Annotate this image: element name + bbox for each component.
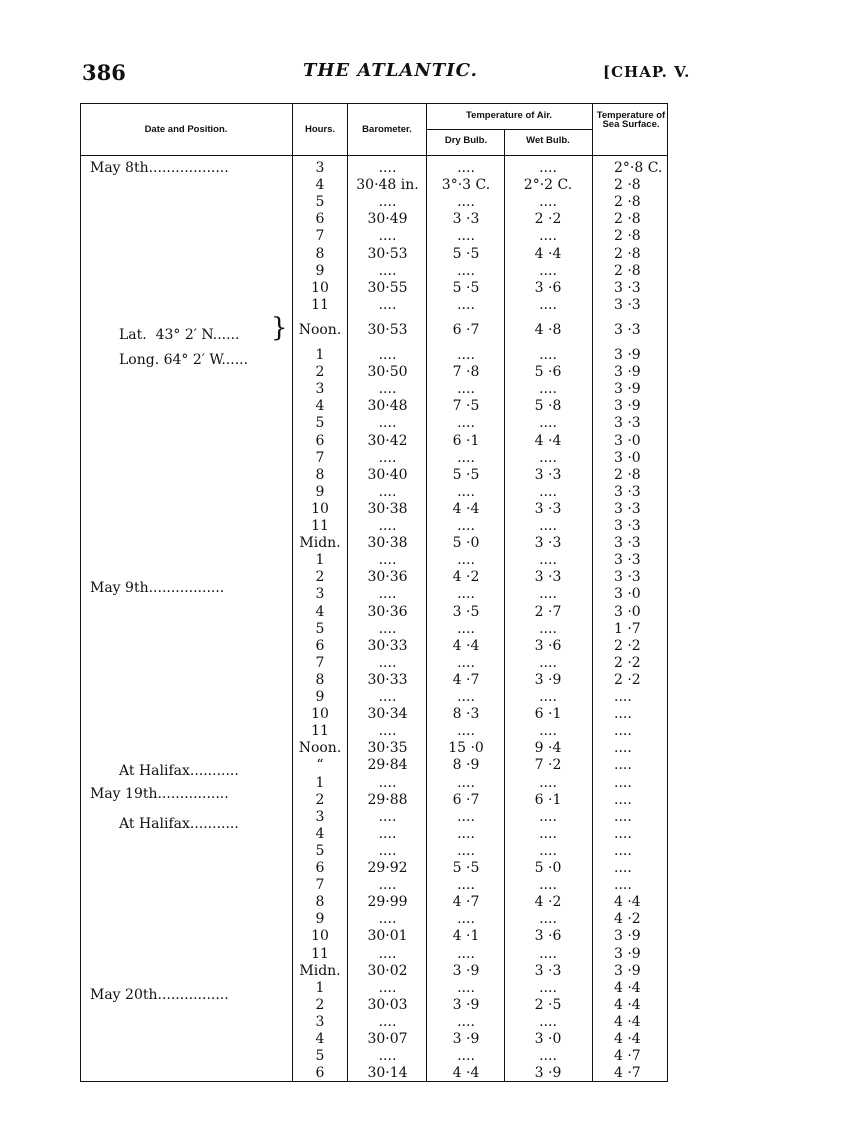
wet-bulb-cell: 3 ·3	[534, 962, 562, 979]
column-divider	[347, 103, 348, 1082]
hours-cell: 3	[315, 160, 325, 176]
sea-temperature-cell: ....	[614, 706, 632, 723]
dry-bulb-cell: 8 ·3	[452, 706, 480, 723]
barometer-cell: 30·33	[367, 637, 408, 654]
barometer-cell: 30·36	[367, 569, 408, 586]
wet-bulb-cell: 3 ·3	[534, 466, 562, 483]
sea-temperature-cell: 3 ·3	[614, 296, 641, 313]
barometer-cell: 30·49	[367, 211, 408, 228]
hours-cell: 1	[315, 552, 325, 569]
barometer-cell: 30·38	[367, 500, 408, 517]
hours-cell: 1	[315, 347, 325, 363]
sea-temperature-cell: 3 ·9	[614, 381, 641, 398]
dry-bulb-cell: 5 ·5	[452, 245, 480, 262]
hours-cell: Midn.	[299, 962, 341, 979]
date-position-label: May 8th..................	[90, 160, 229, 176]
dry-bulb-cell: 6 ·7	[452, 321, 480, 338]
hours-cell: 9	[315, 689, 325, 705]
hours-cell: “	[316, 757, 324, 774]
hours-cell: 10	[311, 706, 329, 723]
barometer-cell: ....	[378, 723, 397, 740]
dry-bulb-cell: 3 ·9	[452, 1031, 480, 1047]
dry-bulb-cell: ....	[457, 911, 475, 928]
wet-bulb-cell: ....	[539, 689, 557, 705]
dry-bulb-cell: ....	[457, 160, 475, 176]
hours-cell: 1	[315, 774, 325, 791]
sea-temperature-cell: 4 ·7	[614, 1065, 641, 1082]
hours-cell: 1	[315, 979, 325, 996]
hours-cell: 11	[311, 945, 329, 962]
hours-cell: Noon.	[298, 740, 342, 757]
sea-temperature-cell: ....	[614, 877, 632, 894]
wet-bulb-cell: 4 ·4	[534, 432, 562, 449]
barometer-cell: ....	[378, 296, 397, 313]
sea-temperature-cell: 3 ·9	[614, 928, 641, 945]
barometer-cell: ....	[378, 842, 397, 859]
wet-bulb-cell: ....	[539, 296, 557, 313]
wet-bulb-cell: ....	[539, 518, 557, 534]
wet-bulb-cell: ....	[539, 347, 557, 363]
hours-cell: 5	[315, 842, 325, 859]
wet-bulb-cell: ....	[539, 194, 557, 211]
barometer-cell: 29·92	[367, 860, 408, 876]
barometer-header: Barometer.	[362, 124, 412, 135]
wet-bulb-cell: ....	[539, 449, 557, 466]
date-position-label: May 9th.................	[90, 579, 225, 596]
hours-cell: 7	[315, 654, 325, 671]
sea-temperature-cell: 3 ·0	[614, 432, 641, 449]
wet-bulb-cell: 3 ·6	[534, 928, 562, 945]
sea-temperature-cell: 4 ·2	[614, 911, 641, 928]
dry-bulb-cell: ....	[457, 877, 475, 894]
dry-bulb-cell: 6 ·1	[452, 432, 480, 449]
hours-cell: Midn.	[299, 535, 341, 552]
brace-icon: }	[271, 313, 288, 343]
barometer-cell: 30·14	[367, 1065, 408, 1082]
barometer-cell: 29·88	[367, 791, 408, 808]
sea-temperature-cell: 1 ·7	[614, 620, 641, 637]
dry-bulb-cell: 3°·3 C.	[441, 177, 491, 194]
dry-bulb-cell: 4 ·4	[452, 637, 480, 654]
hours-cell: 10	[311, 928, 329, 945]
barometer-cell: 30·53	[367, 245, 408, 262]
sea-temperature-cell: ....	[614, 791, 632, 808]
barometer-cell: 30·34	[367, 706, 408, 723]
sea-temperature-cell: 2 ·8	[614, 262, 641, 279]
sea-temperature-cell: 3 ·3	[614, 483, 641, 500]
hours-cell: 8	[315, 894, 325, 911]
dry-bulb-cell: ....	[457, 296, 475, 313]
barometer-cell: ....	[378, 877, 397, 894]
barometer-cell: ....	[378, 483, 397, 500]
dry-bulb-cell: ....	[457, 945, 475, 962]
barometer-cell: 30·01	[367, 928, 408, 945]
sea-temperature-cell: 3 ·9	[614, 398, 641, 415]
sea-temperature-cell: 2 ·2	[614, 637, 641, 654]
dry-bulb-cell: ....	[457, 808, 475, 825]
sea-temperature-cell: 2 ·2	[614, 654, 641, 671]
dry-bulb-cell: ....	[457, 415, 475, 432]
hours-cell: 3	[315, 586, 325, 603]
sea-temperature-cell: ....	[614, 740, 632, 757]
wet-bulb-cell: ....	[539, 979, 557, 996]
dry-bulb-cell: ....	[457, 586, 475, 603]
barometer-cell: 30·40	[367, 466, 408, 483]
wet-bulb-cell: ....	[539, 877, 557, 894]
barometer-cell: ....	[378, 825, 397, 842]
hours-cell: 8	[315, 245, 325, 262]
barometer-cell: ....	[378, 415, 397, 432]
wet-bulb-cell: ....	[539, 552, 557, 569]
barometer-cell: 30·07	[367, 1031, 408, 1047]
barometer-cell: 30·35	[367, 740, 408, 757]
dry-bulb-cell: 3 ·9	[452, 962, 480, 979]
barometer-cell: 30·53	[367, 321, 408, 338]
sea-temperature-header: Temperature of Sea Surface.	[596, 110, 666, 130]
barometer-cell: 29·99	[367, 894, 408, 911]
wet-bulb-cell: 5 ·0	[534, 860, 562, 876]
barometer-cell: ....	[378, 160, 397, 176]
hours-cell: 5	[315, 415, 325, 432]
wet-bulb-cell: ....	[539, 945, 557, 962]
sea-temperature-cell: 2 ·2	[614, 671, 641, 688]
sea-temperature-cell: ....	[614, 689, 632, 705]
sea-temperature-cell: 3 ·3	[614, 569, 641, 586]
barometer-cell: 30·03	[367, 996, 408, 1013]
wet-bulb-cell: 3 ·9	[534, 1065, 562, 1082]
sea-temperature-cell: 3 ·3	[614, 321, 641, 338]
dry-bulb-cell: ....	[457, 194, 475, 211]
sea-temperature-cell: 3 ·3	[614, 279, 641, 296]
dry-bulb-cell: 6 ·7	[452, 791, 480, 808]
dry-bulb-cell: ....	[457, 347, 475, 363]
barometer-cell: 30·38	[367, 535, 408, 552]
barometer-cell: ....	[378, 689, 397, 705]
hours-cell: 2	[315, 791, 325, 808]
barometer-cell: ....	[378, 620, 397, 637]
hours-cell: 11	[311, 518, 329, 534]
hours-cell: 4	[315, 1031, 325, 1047]
barometer-cell: 29·84	[367, 757, 408, 774]
air-temp-subrule	[426, 129, 592, 130]
dry-bulb-cell: ....	[457, 1013, 475, 1030]
sea-temperature-cell: 3 ·0	[614, 586, 641, 603]
dry-bulb-cell: 5 ·5	[452, 466, 480, 483]
sea-temperature-cell: ....	[614, 774, 632, 791]
hours-cell: 9	[315, 262, 325, 279]
hours-cell: 2	[315, 996, 325, 1013]
dry-bulb-cell: 3 ·3	[452, 211, 480, 228]
hours-cell: 2	[315, 569, 325, 586]
sea-temperature-cell: ....	[614, 723, 632, 740]
wet-bulb-cell: 2°·2 C.	[523, 177, 573, 194]
dry-bulb-cell: 3 ·5	[452, 603, 480, 620]
hours-cell: 10	[311, 279, 329, 296]
wet-bulb-cell: ....	[539, 808, 557, 825]
dry-bulb-cell: ....	[457, 620, 475, 637]
barometer-cell: ....	[378, 586, 397, 603]
dry-bulb-cell: ....	[457, 689, 475, 705]
sea-temperature-cell: 3 ·3	[614, 518, 641, 534]
column-divider	[504, 129, 505, 1082]
barometer-cell: ....	[378, 552, 397, 569]
dry-bulb-cell: 7 ·8	[452, 364, 480, 381]
wet-bulb-cell: 6 ·1	[534, 706, 562, 723]
sea-temperature-cell: ....	[614, 825, 632, 842]
wet-bulb-cell: ....	[539, 483, 557, 500]
barometer-cell: ....	[378, 654, 397, 671]
dry-bulb-cell: ....	[457, 228, 475, 245]
column-divider	[592, 103, 593, 1082]
barometer-cell: 30·48 in.	[356, 177, 419, 194]
wet-bulb-cell: 3 ·6	[534, 279, 562, 296]
barometer-cell: ....	[378, 228, 397, 245]
dry-bulb-cell: ....	[457, 552, 475, 569]
wet-bulb-cell: 5 ·6	[534, 364, 562, 381]
sea-temperature-cell: ....	[614, 757, 632, 774]
barometer-cell: 30·48	[367, 398, 408, 415]
sea-temperature-cell: ....	[614, 842, 632, 859]
hours-cell: 9	[315, 483, 325, 500]
date-position-label: May 20th................	[90, 986, 229, 1003]
wet-bulb-cell: ....	[539, 262, 557, 279]
barometer-cell: 30·50	[367, 364, 408, 381]
hours-cell: 3	[315, 1013, 325, 1030]
dry-bulb-cell: ....	[457, 774, 475, 791]
sea-temperature-cell: 3 ·9	[614, 347, 641, 363]
hours-cell: 6	[315, 432, 325, 449]
dry-bulb-cell: 5 ·5	[452, 860, 480, 876]
dry-bulb-cell: 5 ·5	[452, 279, 480, 296]
hours-cell: 8	[315, 671, 325, 688]
dry-bulb-cell: ....	[457, 654, 475, 671]
sea-temperature-cell: 4 ·4	[614, 894, 641, 911]
wet-bulb-cell: 7 ·2	[534, 757, 562, 774]
sea-temperature-cell: 2 ·8	[614, 466, 641, 483]
sea-temperature-cell: 3 ·0	[614, 603, 641, 620]
wet-bulb-cell: 3 ·0	[534, 1031, 562, 1047]
barometer-cell: ....	[378, 262, 397, 279]
column-divider	[292, 103, 293, 1082]
sea-temperature-cell: ....	[614, 860, 632, 876]
hours-cell: 6	[315, 211, 325, 228]
barometer-cell: ....	[378, 808, 397, 825]
sea-temperature-cell: 3 ·3	[614, 535, 641, 552]
hours-cell: 11	[311, 723, 329, 740]
hours-header: Hours.	[304, 124, 336, 135]
dry-bulb-cell: ....	[457, 262, 475, 279]
dry-bulb-cell: ....	[457, 1048, 475, 1065]
sea-temperature-cell: 3 ·3	[614, 552, 641, 569]
barometer-cell: 30·02	[367, 962, 408, 979]
wet-bulb-cell: 3 ·9	[534, 671, 562, 688]
barometer-cell: ....	[378, 381, 397, 398]
hours-cell: 5	[315, 620, 325, 637]
hours-cell: 7	[315, 449, 325, 466]
hours-cell: 4	[315, 825, 325, 842]
dry-bulb-cell: 4 ·4	[452, 1065, 480, 1082]
header-rule	[80, 155, 668, 156]
dry-bulb-cell: ....	[457, 723, 475, 740]
sea-temperature-cell: 4 ·4	[614, 1013, 641, 1030]
dry-bulb-cell: 4 ·7	[452, 671, 480, 688]
wet-bulb-cell: ....	[539, 620, 557, 637]
hours-cell: 5	[315, 1048, 325, 1065]
wet-bulb-cell: ....	[539, 723, 557, 740]
wet-bulb-cell: 3 ·3	[534, 500, 562, 517]
hours-cell: 11	[311, 296, 329, 313]
sea-temperature-cell: 2 ·8	[614, 245, 641, 262]
hours-cell: 7	[315, 228, 325, 245]
dry-bulb-cell: 15 ·0	[448, 740, 484, 757]
hours-cell: 3	[315, 808, 325, 825]
sea-temperature-cell: 3 ·3	[614, 415, 641, 432]
hours-cell: 4	[315, 177, 325, 194]
wet-bulb-cell: ....	[539, 415, 557, 432]
sea-temperature-cell: 3 ·9	[614, 364, 641, 381]
sea-temperature-cell: 3 ·3	[614, 500, 641, 517]
dry-bulb-header: Dry Bulb.	[444, 135, 488, 146]
dry-bulb-cell: 4 ·2	[452, 569, 480, 586]
hours-cell: 2	[315, 364, 325, 381]
dry-bulb-cell: ....	[457, 449, 475, 466]
chapter-label: [CHAP. V.	[603, 63, 691, 81]
column-divider	[426, 103, 427, 1082]
barometer-cell: ....	[378, 347, 397, 363]
wet-bulb-cell: ....	[539, 228, 557, 245]
barometer-cell: 30·42	[367, 432, 408, 449]
wet-bulb-cell: ....	[539, 586, 557, 603]
running-title: THE ATLANTIC.	[303, 60, 478, 81]
air-temperature-header: Temperature of Air.	[465, 110, 553, 121]
barometer-cell: ....	[378, 774, 397, 791]
hours-cell: 6	[315, 637, 325, 654]
barometer-cell: ....	[378, 1013, 397, 1030]
date-position-label: At Halifax...........	[119, 762, 239, 779]
wet-bulb-cell: 2 ·2	[534, 211, 562, 228]
wet-bulb-cell: 3 ·3	[534, 569, 562, 586]
date-position-label: Long. 64° 2′ W......	[119, 352, 249, 369]
sea-temperature-cell: 2 ·8	[614, 177, 641, 194]
dry-bulb-cell: ....	[457, 825, 475, 842]
wet-bulb-cell: ....	[539, 774, 557, 791]
barometer-cell: 30·36	[367, 603, 408, 620]
hours-cell: 5	[315, 194, 325, 211]
wet-bulb-header: Wet Bulb.	[526, 135, 570, 146]
hours-cell: 3	[315, 381, 325, 398]
wet-bulb-cell: 2 ·7	[534, 603, 562, 620]
hours-cell: 7	[315, 877, 325, 894]
dry-bulb-cell: ....	[457, 842, 475, 859]
hours-cell: Noon.	[298, 321, 342, 338]
date-position-label: At Halifax...........	[119, 815, 239, 832]
barometer-cell: 30·33	[367, 671, 408, 688]
date-position-label: Lat. 43° 2′ N......	[119, 327, 240, 344]
dry-bulb-cell: ....	[457, 483, 475, 500]
date-position-header: Date and Position.	[144, 124, 228, 135]
hours-cell: 6	[315, 1065, 325, 1082]
dry-bulb-cell: 3 ·9	[452, 996, 480, 1013]
barometer-cell: ....	[378, 449, 397, 466]
barometer-cell: 30·55	[367, 279, 408, 296]
sea-temperature-cell: 4 ·4	[614, 996, 641, 1013]
barometer-cell: ....	[378, 911, 397, 928]
dry-bulb-cell: 8 ·9	[452, 757, 480, 774]
sea-temperature-cell: 2 ·8	[614, 211, 641, 228]
sea-temperature-cell: 2 ·8	[614, 194, 641, 211]
sea-temperature-cell: 4 ·4	[614, 1031, 641, 1047]
wet-bulb-cell: ....	[539, 160, 557, 176]
dry-bulb-cell: 5 ·0	[452, 535, 480, 552]
wet-bulb-cell: ....	[539, 654, 557, 671]
dry-bulb-cell: ....	[457, 381, 475, 398]
wet-bulb-cell: 6 ·1	[534, 791, 562, 808]
hours-cell: 4	[315, 398, 325, 415]
barometer-cell: ....	[378, 518, 397, 534]
hours-cell: 9	[315, 911, 325, 928]
wet-bulb-cell: 9 ·4	[534, 740, 562, 757]
wet-bulb-cell: ....	[539, 381, 557, 398]
dry-bulb-cell: 7 ·5	[452, 398, 480, 415]
wet-bulb-cell: ....	[539, 825, 557, 842]
dry-bulb-cell: 4 ·1	[452, 928, 480, 945]
sea-temperature-cell: 3 ·9	[614, 962, 641, 979]
hours-cell: 8	[315, 466, 325, 483]
page-number: 386	[82, 60, 126, 85]
wet-bulb-cell: ....	[539, 842, 557, 859]
sea-temperature-cell: 2°·8 C.	[614, 160, 663, 176]
wet-bulb-cell: 4 ·4	[534, 245, 562, 262]
wet-bulb-cell: ....	[539, 1048, 557, 1065]
sea-temperature-cell: 3 ·0	[614, 449, 641, 466]
dry-bulb-cell: ....	[457, 979, 475, 996]
barometer-cell: ....	[378, 1048, 397, 1065]
sea-temperature-cell: 4 ·7	[614, 1048, 641, 1065]
hours-cell: 6	[315, 860, 325, 876]
wet-bulb-cell: ....	[539, 1013, 557, 1030]
hours-cell: 10	[311, 500, 329, 517]
dry-bulb-cell: ....	[457, 518, 475, 534]
wet-bulb-cell: 2 ·5	[534, 996, 562, 1013]
barometer-cell: ....	[378, 979, 397, 996]
wet-bulb-cell: 4 ·2	[534, 894, 562, 911]
dry-bulb-cell: 4 ·7	[452, 894, 480, 911]
dry-bulb-cell: 4 ·4	[452, 500, 480, 517]
wet-bulb-cell: 5 ·8	[534, 398, 562, 415]
sea-temperature-cell: ....	[614, 808, 632, 825]
wet-bulb-cell: 4 ·8	[534, 321, 562, 338]
sea-temperature-cell: 3 ·9	[614, 945, 641, 962]
date-position-label: May 19th................	[90, 786, 229, 803]
wet-bulb-cell: ....	[539, 911, 557, 928]
wet-bulb-cell: 3 ·3	[534, 535, 562, 552]
barometer-cell: ....	[378, 945, 397, 962]
hours-cell: 4	[315, 603, 325, 620]
barometer-cell: ....	[378, 194, 397, 211]
sea-temperature-cell: 2 ·8	[614, 228, 641, 245]
wet-bulb-cell: 3 ·6	[534, 637, 562, 654]
sea-temperature-cell: 4 ·4	[614, 979, 641, 996]
